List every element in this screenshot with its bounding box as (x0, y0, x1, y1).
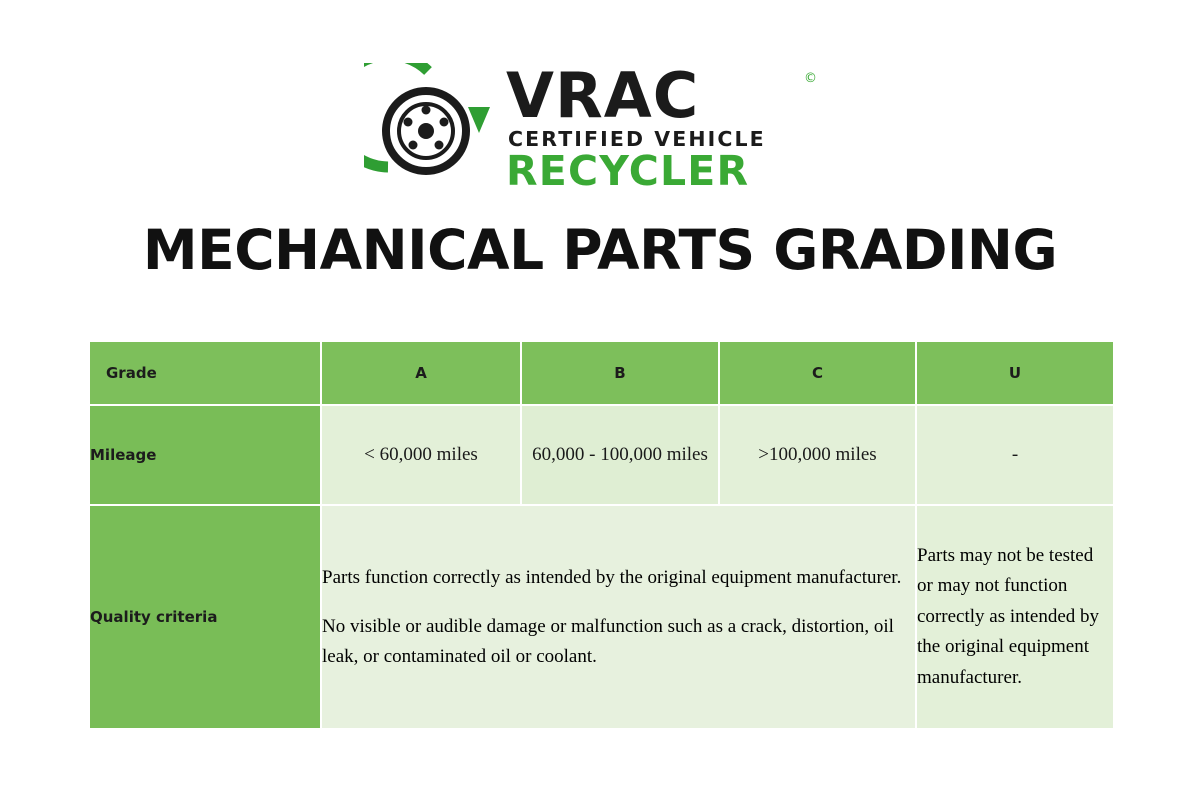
table-header-row (89, 341, 1114, 405)
mileage-grade-c: >100,000 miles (719, 405, 916, 505)
header-grade-u: U (916, 341, 1114, 405)
logo-recycler-text: RECYCLER (506, 147, 750, 195)
logo-tagline: CERTIFIED VEHICLE (508, 127, 766, 151)
logo-brand-text: VRAC (506, 59, 700, 132)
row-label-quality-criteria: Quality criteria (89, 505, 321, 729)
mileage-grade-b: 60,000 - 100,000 miles (521, 405, 719, 505)
quality-criteria-paragraph-2: No visible or audible damage or malfunction such as a crack, distortion, oil leak, or contaminated oil or coolant. (322, 616, 894, 667)
header-grade-label: Grade (89, 341, 321, 405)
mileage-grade-a: < 60,000 miles (321, 405, 521, 505)
row-label-mileage: Mileage (89, 405, 321, 505)
table-row-mileage (89, 405, 1114, 505)
header-grade-a: A (321, 341, 521, 405)
quality-criteria-paragraph-1: Parts function correctly as intended by the original equipment manufacturer. (322, 566, 902, 588)
table-row-quality-criteria (89, 505, 1114, 729)
page-title: MECHANICAL PARTS GRADING (142, 218, 1058, 282)
header-grade-c: C (719, 341, 916, 405)
mechanical-parts-grading-table (88, 340, 1115, 730)
wheel-recycle-icon (364, 63, 492, 191)
brand-logo (0, 52, 1200, 202)
quality-criteria-u: Parts may not be tested or may not function correctly as intended by the original equipment manufacturer. (916, 505, 1114, 729)
header-grade-b: B (521, 341, 719, 405)
logo-wordmark (506, 59, 836, 195)
quality-criteria-abc (321, 505, 916, 729)
mileage-grade-u: - (916, 405, 1114, 505)
logo-inner (364, 59, 836, 195)
copyright-icon: © (804, 71, 817, 86)
